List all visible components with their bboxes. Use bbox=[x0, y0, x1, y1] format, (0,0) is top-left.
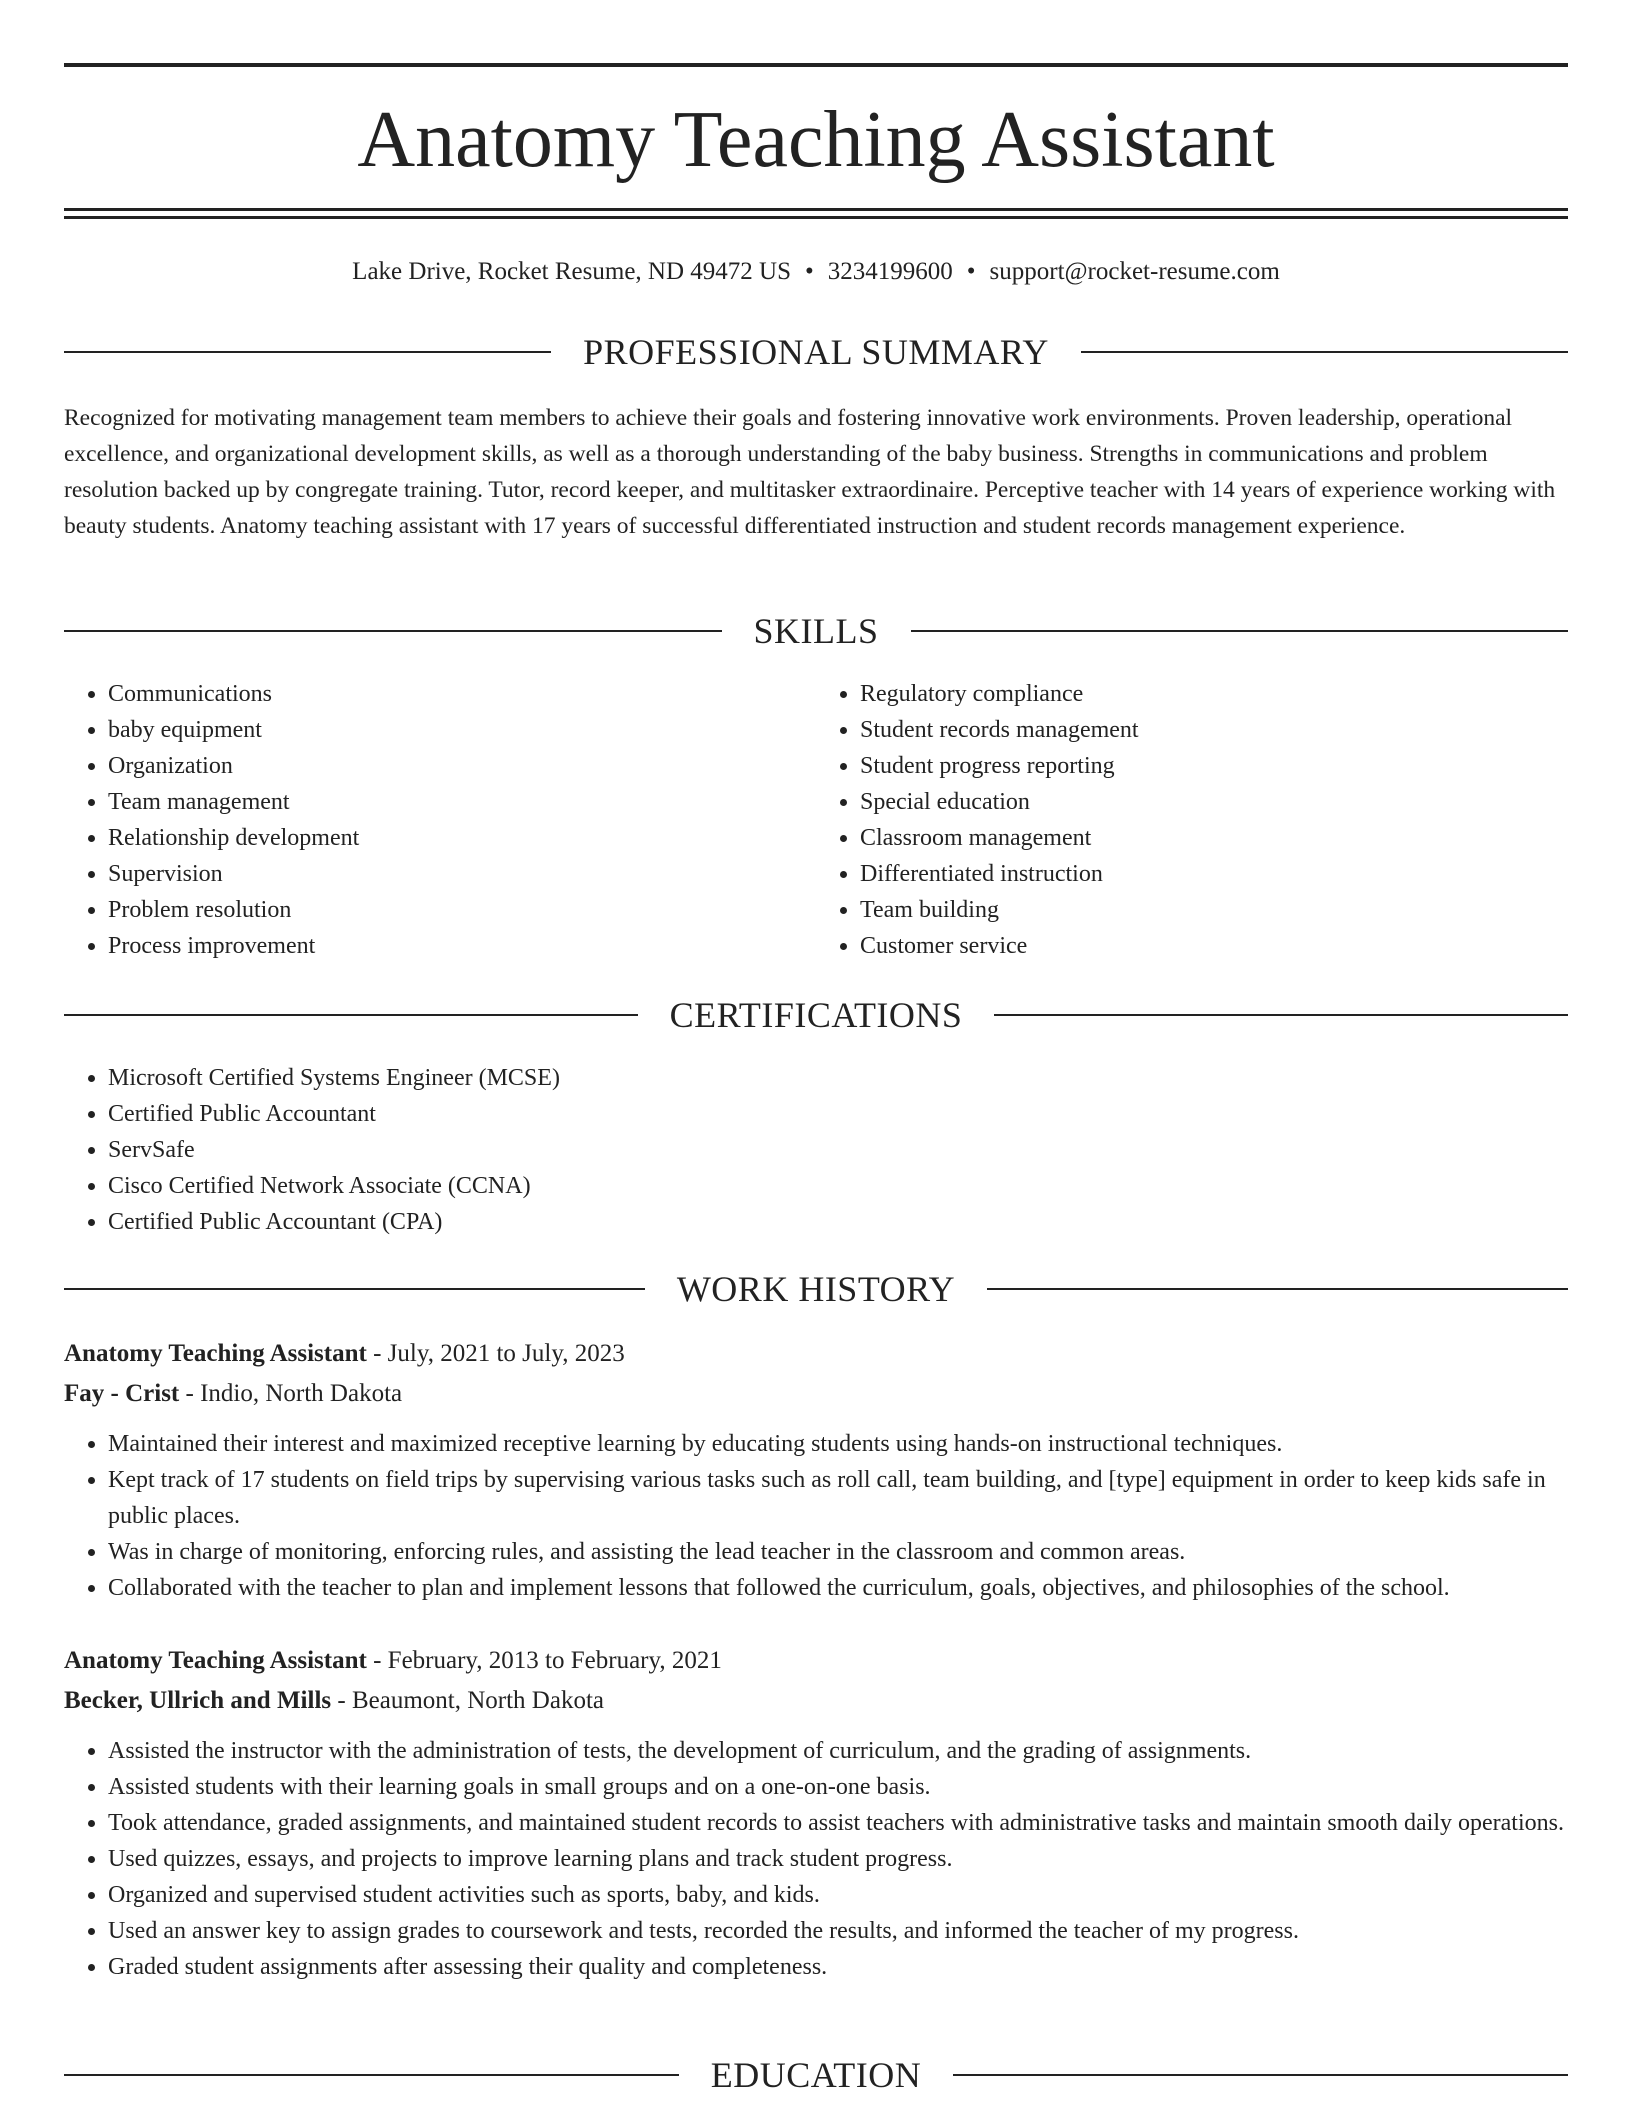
skills-heading-text: SKILLS bbox=[753, 611, 879, 651]
heading-rule bbox=[994, 1014, 1568, 1016]
job-title: Anatomy Teaching Assistant bbox=[64, 1647, 367, 1674]
heading-rule bbox=[64, 1014, 638, 1016]
job-bullet: • Kept track of 17 students on field trips by supervising various tasks such as roll call, team building, and [type] equipment in order to keep kids safe in public places. bbox=[108, 1462, 1568, 1534]
skills-heading bbox=[64, 609, 1568, 653]
summary-text: Recognized for motivating management team members to achieve their goals and fostering innovative work environments. Proven leadership, operational excellence, and organizational development skills, as well as a thorough understanding of the baby business. Strengths in communications and problem resolution backed up by congregate training. Tutor, record keeper, and multitasker extraordinaire. Perceptive teacher with 14 years of experience working with beauty students. Anatomy teaching assistant with 17 years of successful differentiated instruction and student records management experience. bbox=[64, 405, 1556, 539]
job-bullet: • Used an answer key to assign grades to coursework and tests, recorded the results, and informed the teacher of my progress. bbox=[108, 1913, 1568, 1949]
job-company: Fay - Crist bbox=[64, 1380, 180, 1407]
certification-item: • Microsoft Certified Systems Engineer (MCSE) bbox=[108, 1060, 1568, 1096]
job-location: - Indio, North Dakota bbox=[185, 1380, 403, 1407]
job-bullet: • Took attendance, graded assignments, and maintained student records to assist teachers with administrative tasks and maintain smooth daily operations. bbox=[108, 1805, 1568, 1841]
job-entry bbox=[64, 1334, 1568, 1606]
education-heading bbox=[64, 2053, 1568, 2097]
resume-title: Anatomy Teaching Assistant bbox=[357, 96, 1275, 184]
skill-item: • Customer service bbox=[860, 928, 1568, 964]
education-heading-text: EDUCATION bbox=[710, 2055, 922, 2095]
contact-phone: 3234199600 bbox=[827, 258, 953, 285]
job-company-line bbox=[64, 1374, 1568, 1414]
job-bullets bbox=[64, 1733, 1568, 1985]
skill-item: • baby equipment bbox=[108, 712, 816, 748]
skill-item: • Special education bbox=[860, 784, 1568, 820]
certification-item: • Cisco Certified Network Associate (CCNA) bbox=[108, 1168, 1568, 1204]
heading-rule bbox=[911, 630, 1569, 632]
certifications-heading bbox=[64, 993, 1568, 1037]
skill-item: • Problem resolution bbox=[108, 892, 816, 928]
certifications-heading-text: CERTIFICATIONS bbox=[669, 995, 963, 1035]
job-bullet: • Used quizzes, essays, and projects to improve learning plans and track student progress. bbox=[108, 1841, 1568, 1877]
certification-item: • Certified Public Accountant bbox=[108, 1096, 1568, 1132]
certifications-list bbox=[64, 1060, 1568, 1240]
skill-item: • Organization bbox=[108, 748, 816, 784]
contact-separator: • bbox=[804, 258, 814, 285]
heading-rule bbox=[987, 1288, 1568, 1290]
certification-item: • Certified Public Accountant (CPA) bbox=[108, 1204, 1568, 1240]
heading-rule bbox=[64, 2074, 679, 2076]
skill-item: • Classroom management bbox=[860, 820, 1568, 856]
job-title-line bbox=[64, 1641, 1568, 1681]
job-bullet: • Maintained their interest and maximized receptive learning by educating students using hands-on instructional techniques. bbox=[108, 1426, 1568, 1462]
certification-item: • ServSafe bbox=[108, 1132, 1568, 1168]
job-company-line bbox=[64, 1681, 1568, 1721]
skill-item: • Differentiated instruction bbox=[860, 856, 1568, 892]
title-rule bbox=[64, 208, 1568, 211]
job-bullet: • Collaborated with the teacher to plan and implement lessons that followed the curriculum, goals, objectives, and philosophies of the school. bbox=[108, 1570, 1568, 1606]
skill-item: • Team building bbox=[860, 892, 1568, 928]
job-title-line bbox=[64, 1334, 1568, 1374]
contact-address: Lake Drive, Rocket Resume, ND 49472 US bbox=[352, 258, 791, 285]
title-rule-second bbox=[64, 216, 1568, 219]
summary-heading-text: PROFESSIONAL SUMMARY bbox=[583, 332, 1049, 372]
skill-item: • Communications bbox=[108, 676, 816, 712]
job-bullet: • Assisted the instructor with the administration of tests, the development of curriculum, and the grading of assignments. bbox=[108, 1733, 1568, 1769]
work-history-heading bbox=[64, 1267, 1568, 1311]
summary-heading bbox=[64, 330, 1568, 374]
job-location: - Beaumont, North Dakota bbox=[337, 1687, 604, 1714]
job-title: Anatomy Teaching Assistant bbox=[64, 1340, 367, 1367]
skill-item: • Process improvement bbox=[108, 928, 816, 964]
skills-column-left bbox=[64, 676, 816, 964]
job-company: Becker, Ullrich and Mills bbox=[64, 1687, 332, 1714]
skill-item: • Relationship development bbox=[108, 820, 816, 856]
job-entry bbox=[64, 1641, 1568, 1985]
job-bullet: • Graded student assignments after assessing their quality and completeness. bbox=[108, 1949, 1568, 1985]
skill-item: • Regulatory compliance bbox=[860, 676, 1568, 712]
work-history-heading-text: WORK HISTORY bbox=[676, 1269, 956, 1309]
skills-column-right bbox=[816, 676, 1568, 964]
heading-rule bbox=[953, 2074, 1568, 2076]
job-bullet: • Organized and supervised student activities such as sports, baby, and kids. bbox=[108, 1877, 1568, 1913]
job-bullets bbox=[64, 1426, 1568, 1606]
skill-item: • Student progress reporting bbox=[860, 748, 1568, 784]
heading-rule bbox=[64, 351, 551, 353]
heading-rule bbox=[64, 630, 722, 632]
job-bullet: • Was in charge of monitoring, enforcing rules, and assisting the lead teacher in the classroom and common areas. bbox=[108, 1534, 1568, 1570]
top-rule bbox=[64, 63, 1568, 67]
heading-rule bbox=[1081, 351, 1568, 353]
job-bullet: • Assisted students with their learning goals in small groups and on a one-on-one basis. bbox=[108, 1769, 1568, 1805]
job-dates: - February, 2013 to February, 2021 bbox=[373, 1647, 722, 1674]
job-dates: - July, 2021 to July, 2023 bbox=[373, 1340, 625, 1367]
skills-list bbox=[64, 676, 1568, 964]
contact-separator: • bbox=[966, 258, 976, 285]
skill-item: • Supervision bbox=[108, 856, 816, 892]
contact-line bbox=[64, 254, 1568, 290]
skill-item: • Student records management bbox=[860, 712, 1568, 748]
skill-item: • Team management bbox=[108, 784, 816, 820]
heading-rule bbox=[64, 1288, 645, 1290]
contact-email: support@rocket-resume.com bbox=[989, 258, 1280, 285]
